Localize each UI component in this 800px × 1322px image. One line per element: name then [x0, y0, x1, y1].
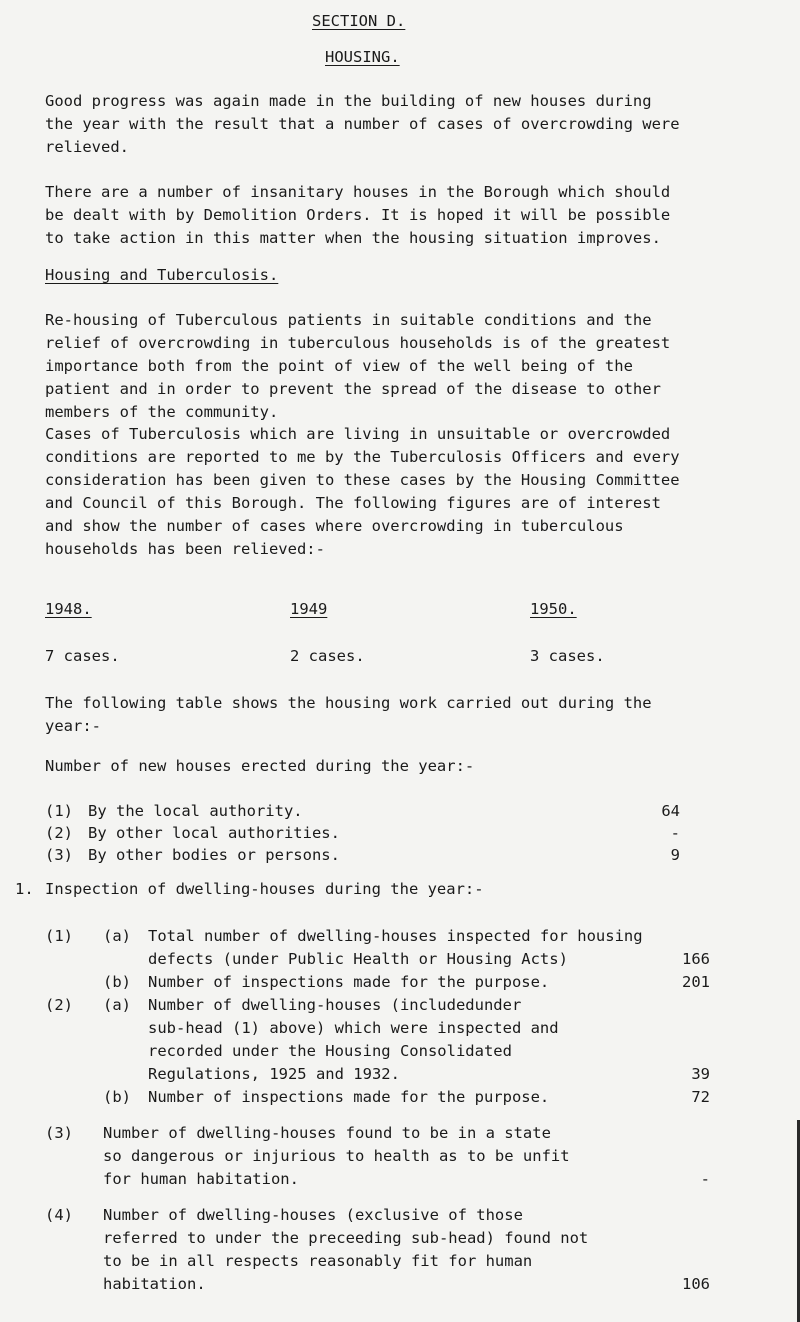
new-houses-value-2: -: [670, 824, 680, 842]
inspection-2a-text: Number of dwelling-houses (includedunder sub-head (1) above) which were inspected and recorded under the Housing Consolidated Regulations, 1925 and 1932.: [148, 996, 559, 1083]
page-title: HOUSING.: [325, 48, 400, 66]
new-houses-value-1: 64: [661, 802, 680, 820]
inspection-1a-text: Total number of dwelling-houses inspected for housing defects (under Public Health or Housing Acts): [148, 927, 643, 968]
cases-1949: 2 cases.: [290, 647, 365, 665]
inspection-1-num: (1): [45, 927, 73, 945]
inspection-2b-value: 72: [691, 1088, 710, 1106]
cases-1948: 7 cases.: [45, 647, 120, 665]
tb-paragraph-1: Re-housing of Tuberculous patients in suitable conditions and the relief of overcrowding in tuberculous households is of the greatest importance both from the point of view of the well being of the patient and in order to prevent the spread of the disease to other members of the community.: [45, 311, 671, 421]
new-houses-heading: Number of new houses erected during the year:-: [45, 757, 475, 775]
new-houses-num-2: (2): [45, 824, 73, 842]
new-houses-num-3: (3): [45, 846, 73, 864]
inspection-3-num: (3): [45, 1124, 73, 1142]
cases-1950: 3 cases.: [530, 647, 605, 665]
inspection-2a-letter: (a): [103, 996, 131, 1014]
year-1948: 1948.: [45, 600, 92, 618]
inspection-3-value: -: [700, 1170, 710, 1188]
inspection-1b-text: Number of inspections made for the purpose.: [148, 973, 550, 991]
intro-paragraph-1: Good progress was again made in the building of new houses during the year with the result that a number of cases of overcrowding were relieved.: [45, 92, 680, 156]
inspection-1b-letter: (b): [103, 973, 131, 991]
inspection-4-text: Number of dwelling-houses (exclusive of those referred to under the preceeding sub-head) found not to be in all respects reasonably fit for human habitation.: [103, 1206, 589, 1293]
inspection-3-text: Number of dwelling-houses found to be in a state so dangerous or injurious to health as to be unfit for human habitation.: [103, 1124, 570, 1188]
intro-paragraph-2: There are a number of insanitary houses in the Borough which should be dealt with by Demolition Orders. It is hoped it will be possible to take action in this matter when the housing situation improves.: [45, 183, 671, 247]
inspection-1b-value: 201: [682, 973, 710, 991]
year-1949: 1949: [290, 600, 328, 618]
inspection-1a-letter: (a): [103, 927, 131, 945]
inspection-4-value: 106: [682, 1275, 710, 1293]
inspection-number: 1.: [15, 880, 34, 898]
inspection-2a-value: 39: [691, 1065, 710, 1083]
section-title: SECTION D.: [312, 12, 406, 30]
inspection-2b-letter: (b): [103, 1088, 131, 1106]
tb-paragraph-2: Cases of Tuberculosis which are living in unsuitable or overcrowded conditions are reported to me by the Tuberculosis Officers and every consideration has been given to these cases by the Housing Committee and Council of this Borough. The following figures are of interest and show the number of cases where overcrowding in tuberculous households has been relieved:-: [45, 425, 680, 558]
new-houses-label-1: By the local authority.: [88, 802, 303, 820]
new-houses-num-1: (1): [45, 802, 73, 820]
inspection-4-num: (4): [45, 1206, 73, 1224]
inspection-2-num: (2): [45, 996, 73, 1014]
tb-heading: Housing and Tuberculosis.: [45, 266, 279, 284]
year-1950: 1950.: [530, 600, 577, 618]
inspection-1a-value: 166: [682, 950, 710, 968]
table-intro: The following table shows the housing work carried out during the year:-: [45, 694, 652, 735]
new-houses-label-3: By other bodies or persons.: [88, 846, 340, 864]
new-houses-label-2: By other local authorities.: [88, 824, 340, 842]
inspection-heading: Inspection of dwelling-houses during the year:-: [45, 880, 484, 898]
inspection-2b-text: Number of inspections made for the purpose.: [148, 1088, 550, 1106]
new-houses-value-3: 9: [670, 846, 680, 864]
